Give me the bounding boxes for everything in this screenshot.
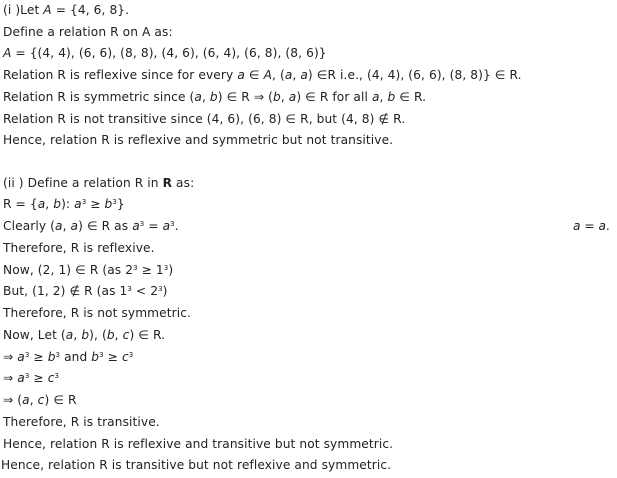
part2-clearly: Clearly (a, a) ∈ R as $a^3 = a^3$. [3,219,179,233]
part1-reflexive: Relation R is reflexive since for every a ∈ A, (a, a) ∈R i.e., (4, 4), (6, 6), (8, 8)} ∈ R. [3,68,522,82]
part2-not-symmetric: Therefore, R is not symmetric. [3,306,191,320]
part2-implies-3: ⇒ (a, c) ∈ R [3,393,77,407]
part1-symmetric: Relation R is symmetric since (a, b) ∈ R ⇒ (b, a) ∈ R for all a, b ∈ R. [3,90,427,104]
part1-conclusion: Hence, relation R is reflexive and symmetric but not transitive. [3,133,394,147]
part2-transitive: Therefore, R is transitive. [3,415,160,429]
part2-implies-2: ⇒ $a^3 \ge c^3$ [3,371,60,385]
reals-symbol: R [162,176,173,190]
part2-let: Now, Let (a, b), (b, c) ∈ R. [3,328,166,342]
part1-not-transitive: Relation R is not transitive since (4, 6), (6, 8) ∈ R, but (4, 8) ∉ R. [3,112,406,126]
part2-pair-21: Now, (2, 1) ∈ R (as $2^3 \ge 1^3$) [3,263,174,277]
part2-implies-1: ⇒ $a^3 \ge b^3$ and $b^3 \ge c^3$ [3,350,134,364]
part2-heading [3,175,194,191]
part2-pair-12: But, (1, 2) ∉ R (as $1^3 < 2^3$) [3,284,168,298]
part2-side-note: a = a. [573,219,610,233]
part2-definition: R = {a, b): $a^3 \ge b^3$} [3,197,125,211]
part2-conclusion: Hence, relation R is reflexive and transitive but not symmetric. [3,437,394,451]
part1-relation-set: A = {(4, 4), (6, 6), (8, 8), (4, 6), (6, 4), (6, 8), (8, 6)} [3,46,327,60]
part2-reflexive: Therefore, R is reflexive. [3,241,155,255]
part2-heading-suffix: as: [172,176,195,190]
part2-alt-conclusion: Hence, relation R is transitive but not reflexive and symmetric. [1,458,392,472]
part1-intro: (i )Let A = {4, 6, 8}. [3,3,130,17]
part1-define: Define a relation R on A as: [3,25,173,39]
part2-heading-prefix: (ii ) Define a relation R in [3,176,163,190]
